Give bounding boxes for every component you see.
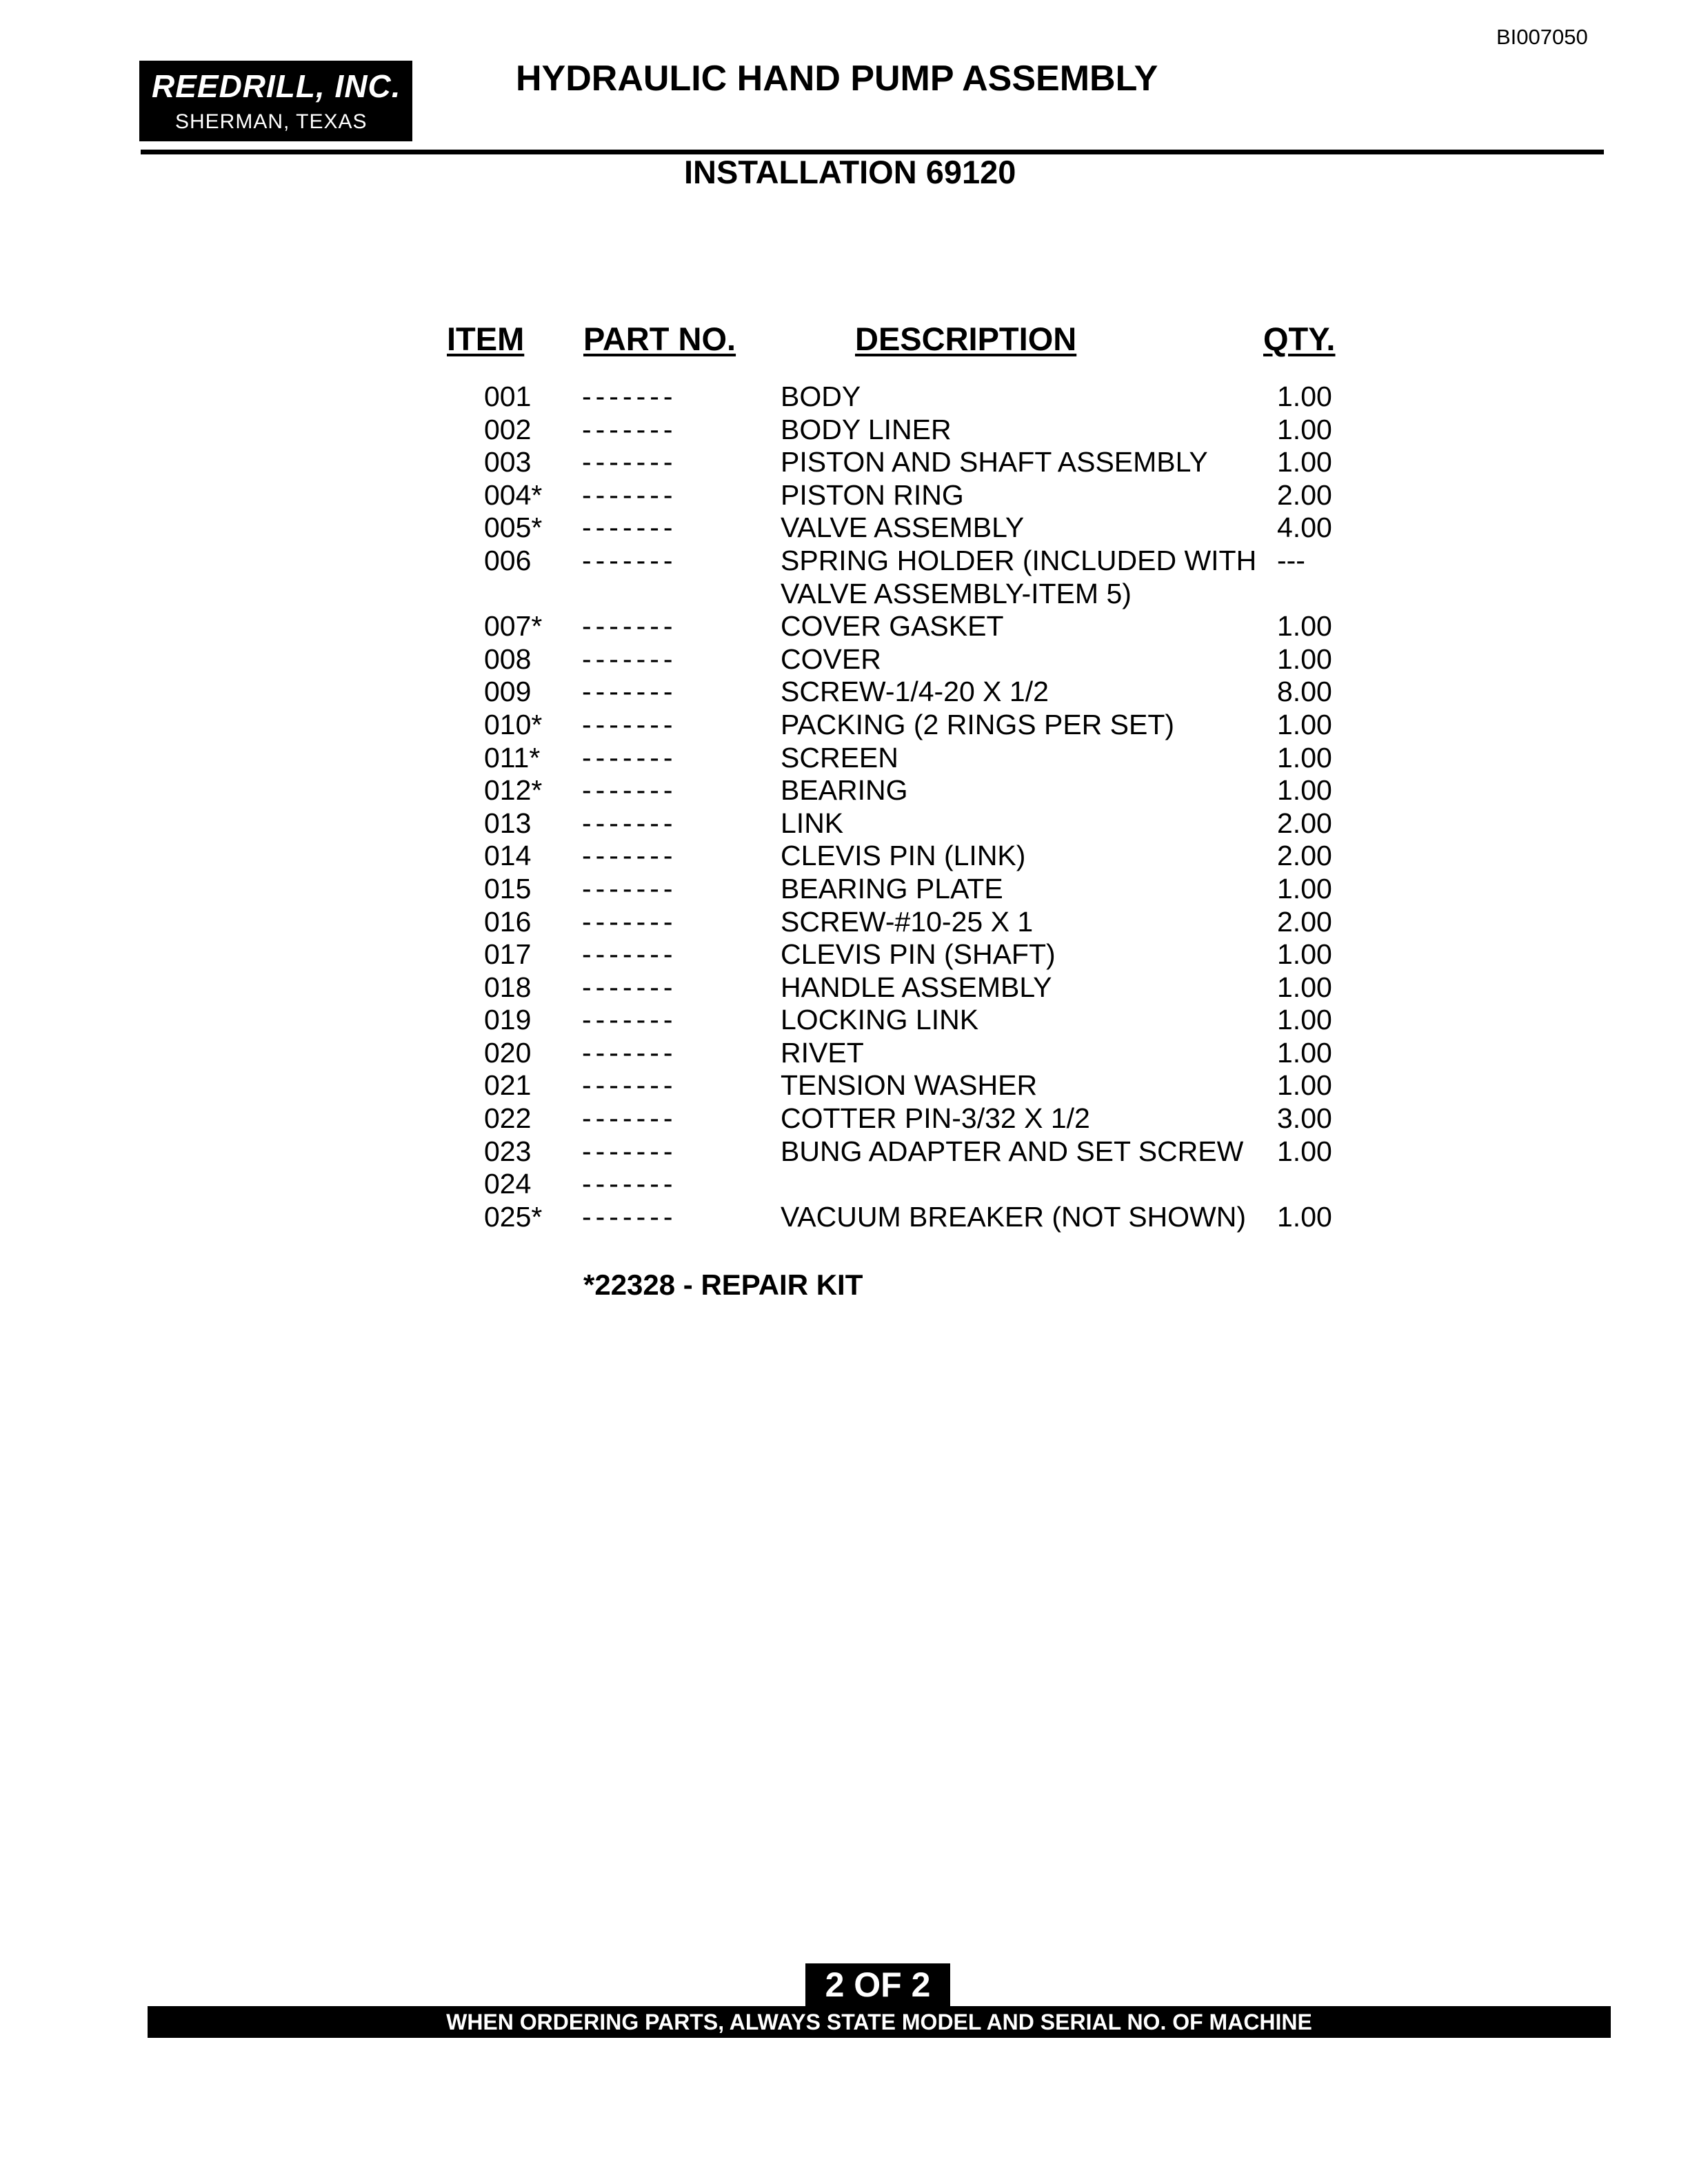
part-quantity: 3.00 [1277, 1102, 1332, 1135]
part-number: ------- [582, 478, 677, 511]
part-description: BEARING PLATE [781, 872, 1003, 904]
part-description: RIVET [781, 1036, 864, 1069]
part-quantity: 1.00 [1277, 1069, 1332, 1102]
part-number: ------- [582, 1004, 677, 1036]
item-number: 003 [484, 446, 532, 478]
parts-table [0, 381, 1688, 1233]
part-number: ------- [582, 938, 677, 971]
part-number: ------- [582, 1069, 677, 1102]
part-description: TENSION WASHER [781, 1069, 1038, 1102]
part-description: LINK [781, 807, 844, 839]
table-row [0, 774, 1688, 807]
part-number: ------- [582, 840, 677, 872]
item-number: 008 [484, 643, 532, 675]
part-number: ------- [582, 643, 677, 675]
item-number: 015 [484, 872, 532, 904]
part-quantity: 1.00 [1277, 413, 1332, 445]
part-description-line-2: VALVE ASSEMBLY-ITEM 5) [781, 577, 1132, 609]
item-number: 023 [484, 1135, 532, 1167]
item-number: 002 [484, 413, 532, 445]
part-number: ------- [582, 971, 677, 1003]
part-number: ------- [582, 774, 677, 807]
part-number: ------- [582, 708, 677, 740]
item-number: 004* [484, 478, 543, 511]
part-quantity: 1.00 [1277, 938, 1332, 971]
part-description: HANDLE ASSEMBLY [781, 971, 1052, 1003]
part-quantity: 2.00 [1277, 905, 1332, 938]
part-quantity: 1.00 [1277, 741, 1332, 774]
item-number: 010* [484, 708, 543, 740]
part-number: ------- [582, 544, 677, 576]
ordering-footer: WHEN ORDERING PARTS, ALWAYS STATE MODEL AND SERIAL NO. OF MACHINE [148, 2006, 1611, 2038]
item-number: 016 [484, 905, 532, 938]
part-quantity: 1.00 [1277, 1004, 1332, 1036]
table-row [0, 1201, 1688, 1234]
part-number: ------- [582, 1036, 677, 1069]
part-quantity: 1.00 [1277, 1135, 1332, 1167]
part-number: ------- [582, 446, 677, 478]
part-description: COVER [781, 643, 881, 675]
item-number: 021 [484, 1069, 532, 1102]
part-number: ------- [582, 905, 677, 938]
part-quantity: 1.00 [1277, 872, 1332, 904]
item-number: 007* [484, 610, 543, 643]
part-quantity: --- [1277, 544, 1305, 576]
part-number: ------- [582, 676, 677, 708]
part-description [781, 545, 1256, 610]
item-number: 019 [484, 1004, 532, 1036]
table-row [0, 873, 1688, 906]
page-indicator: 2 OF 2 [805, 1963, 950, 2006]
part-description: PISTON RING [781, 478, 964, 511]
item-number: 012* [484, 774, 543, 807]
item-number: 001 [484, 381, 532, 412]
table-row [0, 1102, 1688, 1135]
item-number: 024 [484, 1168, 532, 1200]
part-description: CLEVIS PIN (SHAFT) [781, 938, 1056, 971]
part-description: PACKING (2 RINGS PER SET) [781, 708, 1175, 740]
part-quantity: 2.00 [1277, 478, 1332, 511]
item-number: 018 [484, 971, 532, 1003]
part-number: ------- [582, 1135, 677, 1167]
part-number: ------- [582, 381, 677, 412]
item-number: 017 [484, 938, 532, 971]
item-number: 025* [484, 1200, 543, 1233]
part-number: ------- [582, 1200, 677, 1233]
part-number: ------- [582, 512, 677, 544]
part-quantity: 1.00 [1277, 971, 1332, 1003]
item-number: 020 [484, 1036, 532, 1069]
item-number: 014 [484, 840, 532, 872]
table-row [0, 676, 1688, 709]
part-number: ------- [582, 872, 677, 904]
item-number: 011* [484, 741, 541, 774]
table-row [0, 1168, 1688, 1201]
table-row [0, 938, 1688, 971]
part-number: ------- [582, 413, 677, 445]
part-quantity: 1.00 [1277, 610, 1332, 643]
column-header-qty: QTY. [1263, 321, 1336, 357]
part-quantity: 1.00 [1277, 774, 1332, 807]
repair-kit-note: *22328 - REPAIR KIT [583, 1268, 863, 1301]
part-quantity: 1.00 [1277, 643, 1332, 675]
part-description-line-1: SPRING HOLDER (INCLUDED WITH [781, 544, 1257, 576]
table-row [0, 610, 1688, 643]
item-number: 006 [484, 544, 532, 576]
part-description: COVER GASKET [781, 610, 1004, 643]
part-number: ------- [582, 610, 677, 643]
part-description: BUNG ADAPTER AND SET SCREW [781, 1135, 1244, 1167]
column-header-item: ITEM [447, 321, 525, 357]
column-header-description: DESCRIPTION [855, 321, 1077, 357]
item-number: 013 [484, 807, 532, 839]
part-quantity: 8.00 [1277, 676, 1332, 708]
table-row [0, 807, 1688, 840]
company-name: REEDRILL, INC. [152, 68, 401, 104]
part-description: CLEVIS PIN (LINK) [781, 840, 1026, 872]
table-row [0, 1135, 1688, 1169]
table-row [0, 840, 1688, 873]
part-number: ------- [582, 1102, 677, 1135]
part-description: LOCKING LINK [781, 1004, 979, 1036]
part-description: VACUUM BREAKER (NOT SHOWN) [781, 1200, 1247, 1233]
company-location: SHERMAN, TEXAS [175, 110, 368, 133]
part-quantity: 2.00 [1277, 840, 1332, 872]
part-description: BODY [781, 381, 861, 412]
part-description: PISTON AND SHAFT ASSEMBLY [781, 446, 1208, 478]
part-number: ------- [582, 741, 677, 774]
part-quantity: 1.00 [1277, 381, 1332, 412]
part-description: SCREW-#10-25 X 1 [781, 905, 1034, 938]
part-quantity: 1.00 [1277, 446, 1332, 478]
item-number: 022 [484, 1102, 532, 1135]
table-row [0, 709, 1688, 742]
table-row [0, 1069, 1688, 1102]
item-number: 005* [484, 512, 543, 544]
page-title: HYDRAULIC HAND PUMP ASSEMBLY [516, 59, 1158, 99]
part-description: COTTER PIN-3/32 X 1/2 [781, 1102, 1090, 1135]
table-row [0, 742, 1688, 775]
part-quantity: 1.00 [1277, 1200, 1332, 1233]
column-header-part-no: PART NO. [583, 321, 736, 357]
part-description: BODY LINER [781, 413, 952, 445]
table-row [0, 906, 1688, 939]
part-number: ------- [582, 807, 677, 839]
part-quantity: 1.00 [1277, 1036, 1332, 1069]
part-quantity: 1.00 [1277, 708, 1332, 740]
table-row [0, 381, 1688, 414]
document-id: BI007050 [1496, 25, 1588, 49]
part-quantity: 2.00 [1277, 807, 1332, 839]
table-row [0, 971, 1688, 1004]
table-row [0, 512, 1688, 545]
table-row [0, 1037, 1688, 1070]
page-subtitle: INSTALLATION 69120 [684, 154, 1016, 190]
item-number: 009 [484, 676, 532, 708]
table-row [0, 479, 1688, 512]
part-description: SCREEN [781, 741, 898, 774]
table-row [0, 545, 1688, 610]
part-quantity: 4.00 [1277, 512, 1332, 544]
table-row [0, 643, 1688, 676]
part-description: SCREW-1/4-20 X 1/2 [781, 676, 1049, 708]
company-logo [139, 61, 412, 141]
table-row [0, 446, 1688, 479]
part-number: ------- [582, 1168, 677, 1200]
table-row [0, 414, 1688, 447]
part-description: VALVE ASSEMBLY [781, 512, 1025, 544]
part-description: BEARING [781, 774, 908, 807]
table-row [0, 1004, 1688, 1037]
